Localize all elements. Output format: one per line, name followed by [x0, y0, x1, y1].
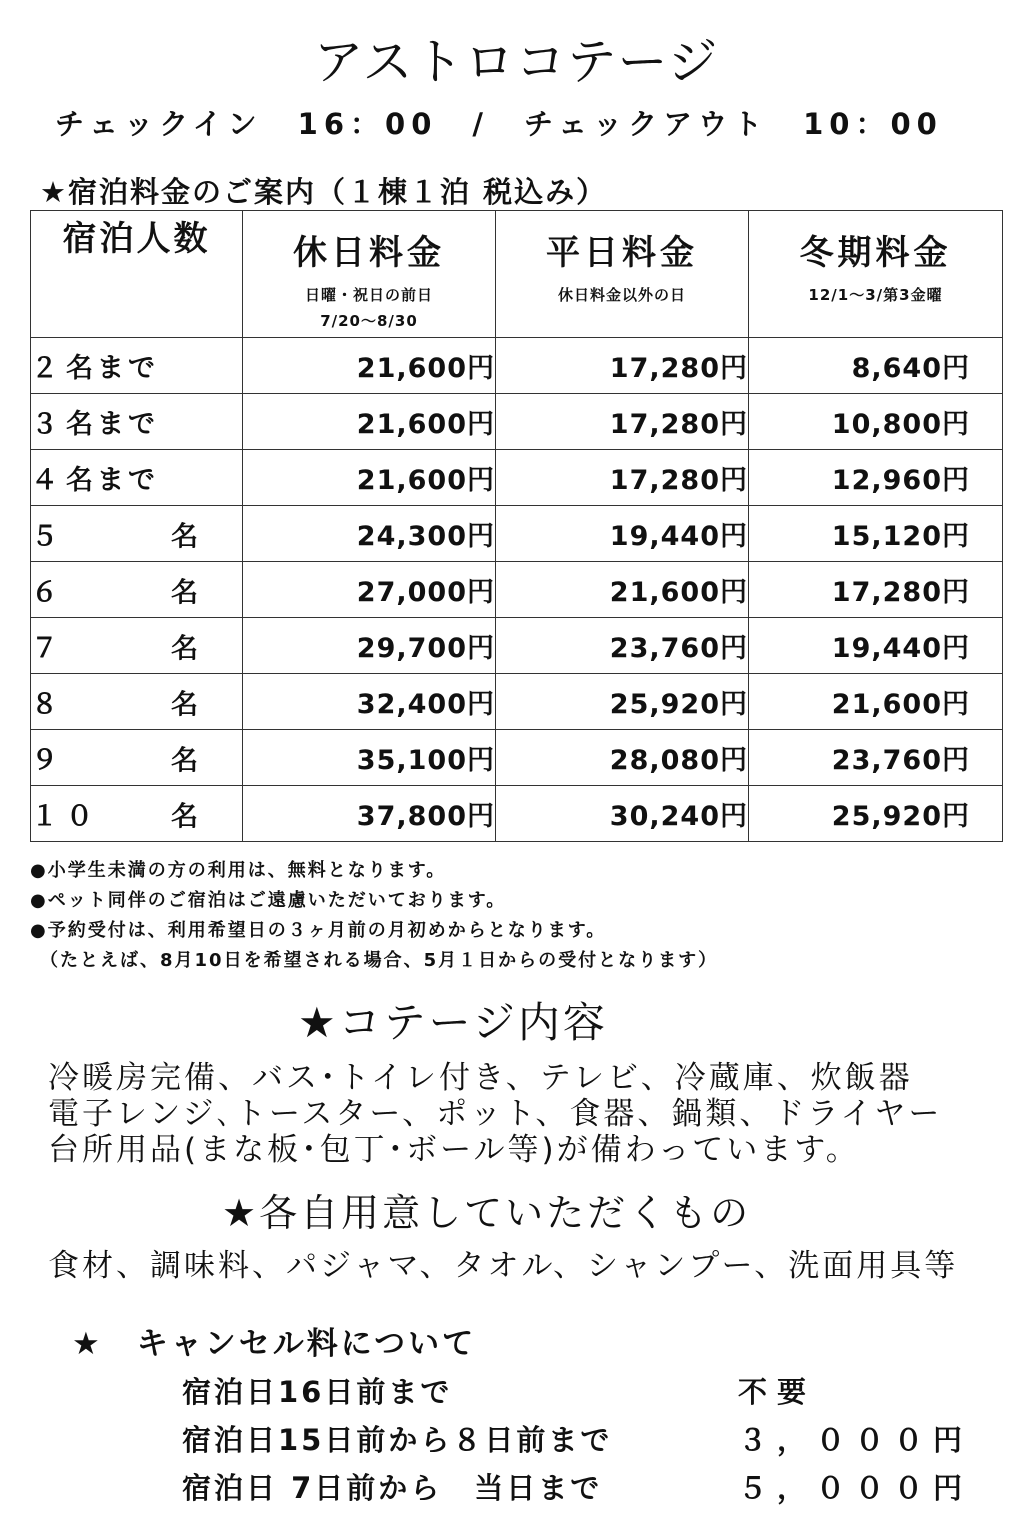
- table-row: [31, 394, 1003, 450]
- header-winter-note: 12/1～3/第3金曜: [808, 286, 943, 304]
- cell-holiday-price: 21,600円: [243, 450, 496, 506]
- cell-winter-price: 19,440円: [749, 618, 1003, 674]
- table-row: [31, 674, 1003, 730]
- cell-weekday-price: 28,080円: [496, 730, 749, 786]
- table-row: [31, 618, 1003, 674]
- bring-items-line: 食材、調味料、パジャマ、タオル、シャンプー、洗面用具等: [48, 1248, 959, 1284]
- table-row: [31, 506, 1003, 562]
- header-weekday: [496, 211, 749, 338]
- cell-winter-price: 10,800円: [749, 394, 1003, 450]
- cell-holiday-price: 27,000円: [243, 562, 496, 618]
- cell-people: ６ 名: [31, 562, 243, 618]
- cancel-fee: 不要: [738, 1375, 817, 1409]
- header-winter-label: 冬期料金: [799, 233, 952, 273]
- table-row: [31, 562, 1003, 618]
- header-people: 宿泊人数: [31, 211, 243, 338]
- rates-table: [30, 210, 1003, 842]
- cell-people: ３名まで: [31, 394, 243, 450]
- cell-winter-price: 23,760円: [749, 730, 1003, 786]
- cell-winter-price: 25,920円: [749, 786, 1003, 842]
- cell-people: ４名まで: [31, 450, 243, 506]
- cell-people: ９ 名: [31, 730, 243, 786]
- cell-holiday-price: 24,300円: [243, 506, 496, 562]
- cancel-label: 宿泊日16日前まで: [182, 1375, 453, 1409]
- cell-winter-price: 21,600円: [749, 674, 1003, 730]
- table-row: [31, 338, 1003, 394]
- cell-weekday-price: 25,920円: [496, 674, 749, 730]
- table-row: [31, 730, 1003, 786]
- bring-items-heading: ★各自用意していただくもの: [222, 1191, 752, 1235]
- note-reservation-window: ●予約受付は、利用希望日の３ヶ月前の月初めからとなります。: [30, 920, 607, 941]
- cell-holiday-price: 37,800円: [243, 786, 496, 842]
- cell-holiday-price: 21,600円: [243, 338, 496, 394]
- note-children-free: ●小学生未満の方の利用は、無料となります。: [30, 860, 447, 881]
- table-row: [31, 786, 1003, 842]
- header-holiday: [243, 211, 496, 338]
- cell-weekday-price: 17,280円: [496, 450, 749, 506]
- cancel-fee: ３，０００円: [738, 1423, 973, 1457]
- cottage-contents-line: 台所用品(まな板･包丁･ボール等)が備わっています。: [48, 1132, 860, 1168]
- cell-winter-price: 8,640円: [749, 338, 1003, 394]
- note-no-pets: ●ペット同伴のご宿泊はご遠慮いただいております。: [30, 890, 507, 911]
- cell-weekday-price: 17,280円: [496, 338, 749, 394]
- cell-people: ８ 名: [31, 674, 243, 730]
- cancel-label: 宿泊日 7日前から 当日まで: [182, 1471, 603, 1505]
- cell-weekday-price: 23,760円: [496, 618, 749, 674]
- cell-holiday-price: 21,600円: [243, 394, 496, 450]
- cell-holiday-price: 29,700円: [243, 618, 496, 674]
- cell-people: ５ 名: [31, 506, 243, 562]
- table-row: [31, 450, 1003, 506]
- header-winter: [749, 211, 1003, 338]
- cell-people: １０ 名: [31, 786, 243, 842]
- header-holiday-label: 休日料金: [293, 233, 445, 273]
- cottage-contents-line: 冷暖房完備、バス･トイレ付き、テレビ、冷蔵庫、炊飯器: [48, 1060, 913, 1096]
- cell-weekday-price: 17,280円: [496, 394, 749, 450]
- cell-people: ２名まで: [31, 338, 243, 394]
- cell-holiday-price: 32,400円: [243, 674, 496, 730]
- note-reservation-example: （たとえば、8月10日を希望される場合、5月１日からの受付となります）: [40, 950, 719, 971]
- page-title: アストロコテージ: [313, 33, 719, 91]
- cancel-label: 宿泊日15日前から８日前まで: [182, 1423, 613, 1457]
- cancellation-heading: ★ キャンセル料について: [72, 1326, 477, 1362]
- header-weekday-note: 休日料金以外の日: [557, 286, 686, 304]
- rates-header-row: [31, 211, 1003, 338]
- cell-holiday-price: 35,100円: [243, 730, 496, 786]
- cancel-fee: ５，０００円: [738, 1471, 973, 1505]
- cell-winter-price: 15,120円: [749, 506, 1003, 562]
- cell-winter-price: 12,960円: [749, 450, 1003, 506]
- cell-people: ７ 名: [31, 618, 243, 674]
- rates-heading: ★宿泊料金のご案内（１棟１泊 税込み）: [40, 175, 608, 209]
- cottage-contents-line: 電子レンジ､トースター、ポット、食器、鍋類、ドライヤー: [48, 1096, 943, 1132]
- header-holiday-note: 日曜・祝日の前日 7/20～8/30: [304, 286, 433, 330]
- cell-weekday-price: 30,240円: [496, 786, 749, 842]
- cell-weekday-price: 19,440円: [496, 506, 749, 562]
- cell-winter-price: 17,280円: [749, 562, 1003, 618]
- header-weekday-label: 平日料金: [546, 233, 698, 273]
- checkin-checkout-times: チェックイン 16：00 / チェックアウト 10：00: [55, 107, 943, 141]
- cell-weekday-price: 21,600円: [496, 562, 749, 618]
- cottage-contents-heading: ★コテージ内容: [298, 998, 608, 1047]
